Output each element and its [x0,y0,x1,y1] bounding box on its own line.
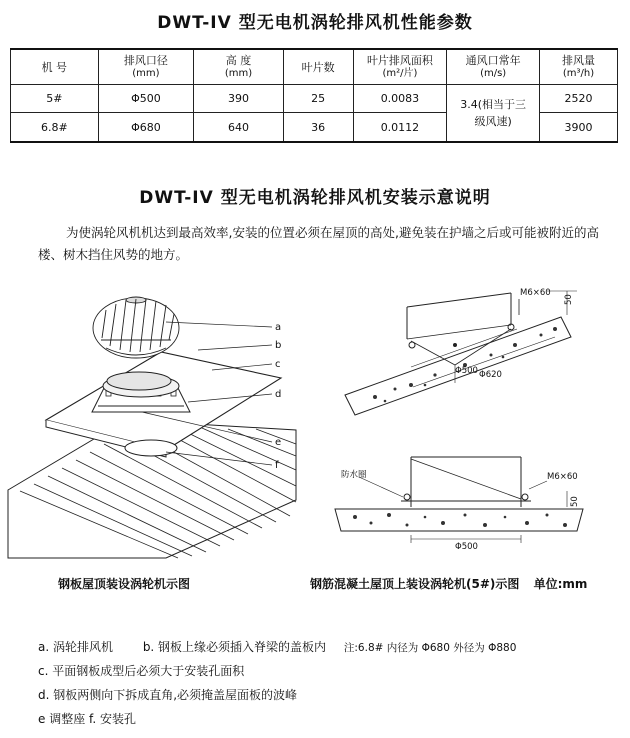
cell-height: 640 [194,113,284,143]
flat-concrete-slab [335,509,583,531]
cell-model: 6.8# [11,113,99,143]
label-c: c [275,359,281,370]
installation-title: DWT-IV 型无电机涡轮排风机安装示意说明 [139,188,491,208]
vent-cylinder-bottom [411,457,521,507]
label-b: b [275,340,282,351]
steel-roof-diagram [6,290,306,560]
dia-inner: Φ500 [455,366,478,376]
cell-model: 5# [11,85,99,113]
note-b: b. 钢板上缘必须插入脊梁的盖板内 [142,640,327,654]
header-speed: 通风口常年 (m/s) [447,49,540,85]
note-c: c. 平面钢板成型后必须大于安装孔面积 [38,664,245,678]
header-height: 高 度 (mm) [194,49,284,85]
dim-bottom: 50 [570,496,580,507]
performance-table [10,48,618,143]
cell-blades: 25 [283,85,353,113]
right-diagram-caption [310,575,587,592]
label-e: e [275,437,282,448]
cell-area: 0.0112 [353,113,447,143]
cell-area: 0.0083 [353,85,447,113]
concrete-roof-diagram [315,285,625,565]
performance-title: DWT-IV 型无电机涡轮排风机性能参数 [157,13,473,33]
intro-text: 为使涡轮风机机达到最高效率,安装的位置必须在屋顶的高处,避免装在护墙之后或可能被附近的高楼、树木挡住风势的地方。 [38,225,599,262]
cell-flow: 3900 [539,113,617,143]
note-line-ab [38,638,516,655]
cell-height: 390 [194,85,284,113]
header-blades: 叶片数 [283,49,353,85]
note-a: a. 涡轮排风机 [38,640,113,654]
cell-speed-merged: 3.4(相当于三级风速) [447,85,540,143]
dia-outer: Φ620 [479,370,502,380]
intro-paragraph [38,222,603,266]
note-d: d. 钢板两侧向下拆成直角,必须掩盖屋面板的波峰 [38,688,298,702]
cell-blades: 36 [283,113,353,143]
bolt-label-top: M6×60 [520,288,551,298]
header-flow: 排风量 (m³/h) [539,49,617,85]
header-diameter: 排风口径 (mm) [98,49,194,85]
cell-diameter: Φ500 [98,85,194,113]
note-remark: 注:6.8# 内径为 Φ680 外径为 Φ880 [343,642,517,654]
label-a: a [275,322,282,333]
left-diagram-caption: 钢板屋顶装设涡轮机示图 [58,577,191,591]
cell-diameter: Φ680 [98,113,194,143]
unit-label: 单位:mm [533,577,588,591]
table-header-row [11,49,618,85]
label-f: f [275,460,279,471]
bolt-label-bottom: M6×60 [547,472,578,482]
label-d: d [275,389,282,400]
table-row [11,85,618,113]
turbine-ventilator [93,297,179,358]
header-area: 叶片排风面积 (m²/片) [353,49,447,85]
note-ef: e 调整座 f. 安装孔 [38,712,136,726]
cell-flow: 2520 [539,85,617,113]
dia-bottom: Φ500 [455,542,478,552]
waterproof-ring-label: 防水圈 [341,470,367,480]
header-model: 机 号 [11,49,99,85]
right-caption-text: 钢筋混凝土屋顶上装设涡轮机(5#)示图 [310,577,520,591]
mounting-hole [125,440,177,456]
dim-top: 50 [564,294,574,305]
